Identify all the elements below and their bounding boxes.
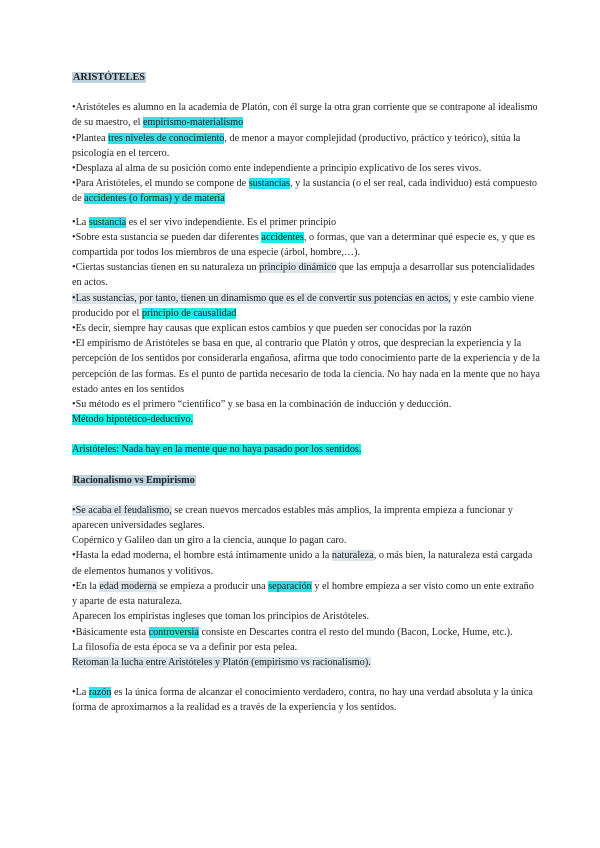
paragraph: •Plantea tres niveles de conocimiento, de menor a mayor complejidad (productivo, práctico y teórico), sitúa la psicología en el tercero. [72, 132, 521, 159]
section-title-aristoteles: ARISTÓTELES [73, 72, 145, 83]
paragraph: •Es decir, siempre hay causas que explican estos cambios y que pueden ser conocidas por la razón [72, 323, 472, 335]
paragraph: •Básicamente esta controversia consiste en Descartes contra el resto del mundo (Bacon, Locke, Hume, etc.). [72, 626, 513, 638]
paragraph: •La sustancia es el ser vivo independiente. Es el primer principio [72, 216, 337, 228]
paragraph: •La razón es la única forma de alcanzar el conocimiento verdadero, contra, no hay una verdad absoluta y la única forma de aproximarnos a la realidad es a través de la experiencia y los sentidos. [72, 687, 533, 714]
highlight-grey: naturaleza [331, 550, 374, 562]
highlight: Aristóteles: Nada hay en la mente que no haya pasado por los sentidos. [72, 444, 362, 456]
section-title-racionalismo: Racionalismo vs Empirismo [73, 474, 195, 486]
highlight-grey: principio dinámico [259, 262, 337, 274]
paragraph: •Desplaza al alma de su posición como ente independiente a principio explicativo de los seres vivos. [72, 163, 482, 175]
paragraph: •Las sustancias, por tanto, tienen un dinamismo que es el de convertir sus potencias en actos, y este cambio viene producido por el principio de causalidad [72, 292, 534, 319]
highlight: empirismo-materialismo [143, 117, 244, 129]
highlight: Método hipotético-deductivo. [72, 414, 194, 426]
paragraph: •En la edad moderna se empieza a producir una separación y el hombre empieza a ser visto como un ente extraño y aparte de esta naturaleza. [72, 580, 534, 608]
highlight-grey: Retoman la lucha entre Aristóteles y Platón (empirismo vs racionalismo). [72, 656, 371, 668]
paragraph: La filosofía de esta época se va a definir por esta pelea. [72, 641, 298, 653]
paragraph: •Hasta la edad moderna, el hombre está íntimamente unido a la naturaleza, o más bien, la naturaleza está cargada de elementos humanos y volitivos. [72, 550, 533, 577]
highlight: accidentes [261, 231, 304, 243]
paragraph: •Para Aristóteles, el mundo se compone de sustancias, y la sustancia (o el ser real, cada individuo) está compuesto de accidentes (o formas) y de materia [72, 178, 537, 205]
paragraph: •Ciertas sustancias tienen en su naturaleza un principio dinámico que las empuja a desarrollar sus potencialidades en actos. [72, 262, 535, 289]
paragraph: •Se acaba el feudalismo, se crean nuevos mercados estables más amplios, la imprenta empieza a funcionar y aparecen universidades seglares. [72, 504, 513, 532]
highlight: tres niveles de conocimiento [108, 132, 225, 144]
paragraph: Aparecen los empiristas ingleses que toman los principios de Aristóteles. [72, 611, 370, 623]
paragraph: •El empirismo de Aristóteles se basa en que, al contrario que Platón y otros, que desprecian la experiencia y la percepción de los sentidos por considerarla engañosa, afirma que todo conocimiento parte de la experiencia y de la percepción de las formas. Es el punto de partida necesario de toda la ciencia. No hay nada en la mente que no haya estado antes en los sentidos [72, 338, 540, 395]
highlight: sustancias [248, 178, 291, 190]
paragraph: •Aristóteles es alumno en la academia de Platón, con él surge la otra gran corriente que se contrapone al idealismo de su maestro, el empirismo-materialismo [72, 102, 538, 129]
paragraph: •Sobre esta sustancia se pueden dar diferentes accidentes, o formas, que van a determinar qué especie es, y que es compartida por todos los miembros de una especie (árbol, hombre,…). [72, 231, 535, 259]
highlight: controversia [148, 626, 199, 638]
paragraph [72, 412, 540, 427]
highlight: principio de causalidad [141, 307, 237, 319]
paragraph [72, 655, 540, 670]
highlight: separación [268, 580, 312, 592]
paragraph: Copérnico y Galileo dan un giro a la ciencia, aunque lo pagan caro. [72, 535, 347, 547]
highlight: accidentes (o formas) y de materia [84, 193, 225, 205]
highlight: razón [88, 687, 112, 699]
document-page [72, 70, 540, 716]
highlight: sustancia [88, 216, 127, 228]
quote [72, 442, 540, 457]
highlight-grey: •Se acaba el feudalismo, [72, 504, 172, 516]
paragraph: •Su método es el primero “científico” y se basa en la combinación de inducción y deducción. [72, 399, 452, 411]
highlight-grey: •Las sustancias, por tanto, tienen un dinamismo que es el de convertir sus potencias en actos, [72, 292, 451, 304]
highlight-grey: edad moderna [99, 580, 157, 592]
